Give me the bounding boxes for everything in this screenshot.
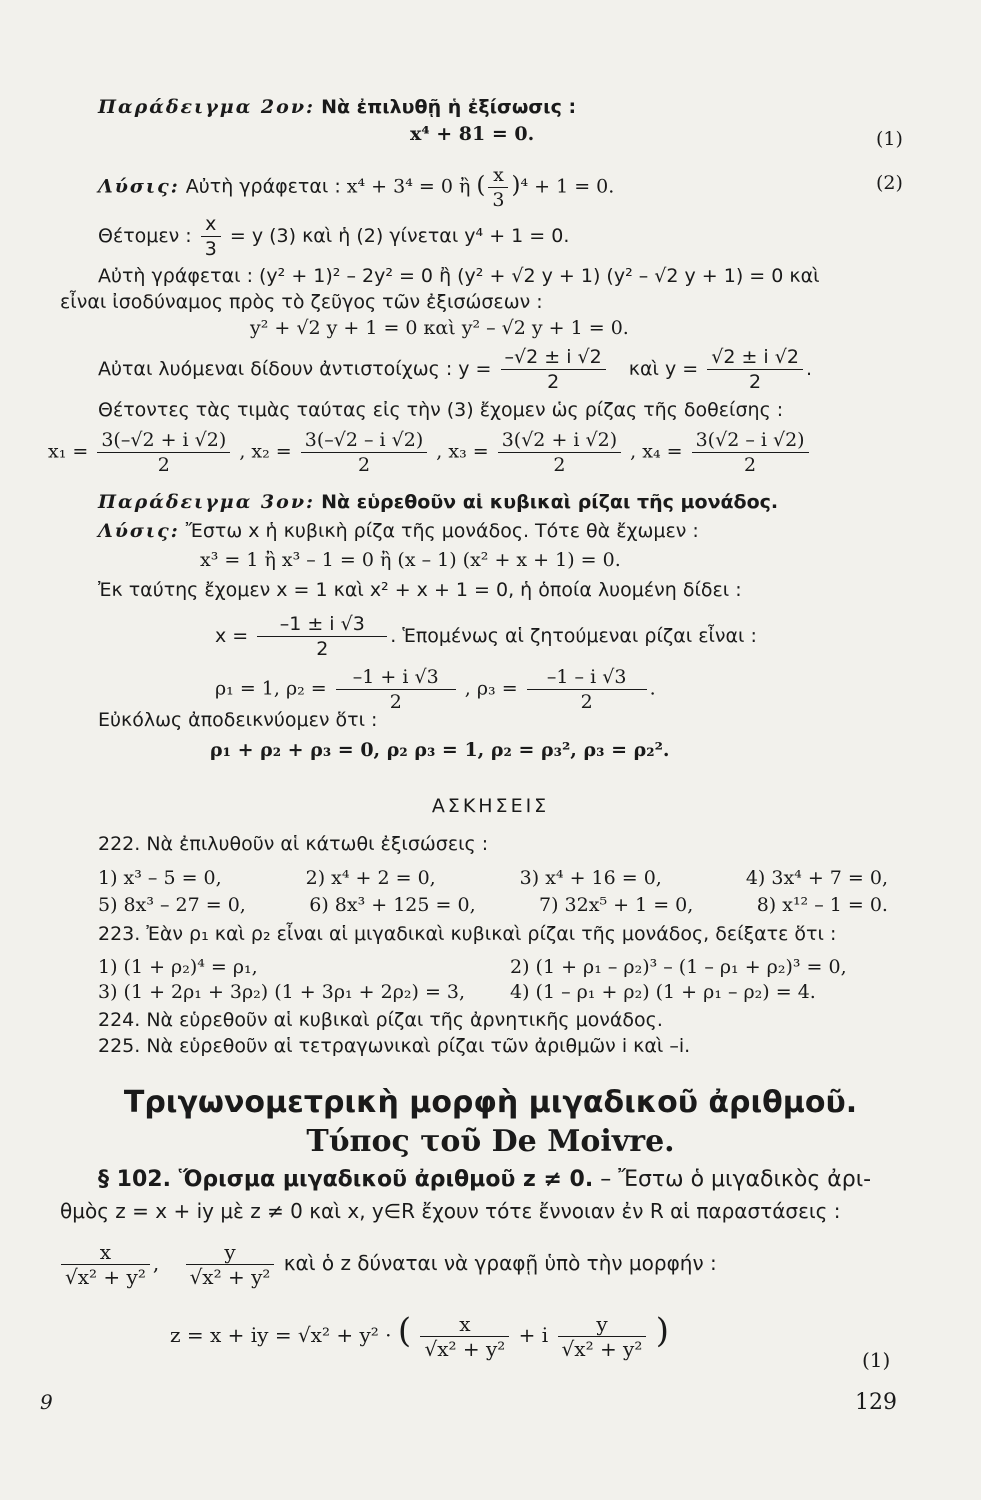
text-line: Ἐκ ταύτης ἔχομεν x = 1 καὶ x² + x + 1 = 0, ἡ ὁποία λυομένη δίδει :: [98, 579, 742, 601]
fraction-denominator: √x² + y²: [561, 1337, 643, 1361]
solution-eq-b: ⁴ + 1 = 0.: [520, 175, 615, 198]
exercise-225: 225. Νὰ εὑρεθοῦν αἱ τετραγωνικαὶ ρίζαι τῶν ἀριθμῶν i καὶ –i.: [98, 1035, 691, 1057]
exercise-item: 4) 3x⁴ + 7 = 0,: [745, 867, 888, 889]
solutions-and: καὶ y =: [628, 358, 699, 380]
page-number: 129: [855, 1390, 897, 1415]
exercise-item: 1) (1 + ρ₂)⁴ = ρ₁,: [98, 956, 258, 978]
fraction-numerator: x: [420, 1312, 509, 1337]
paragraph-text: – Ἔστω ὁ μιγαδικὸς ἀρι-: [593, 1167, 872, 1192]
fraction-denominator: √x² + y²: [424, 1337, 506, 1361]
solutions-text: Αὐται λυόμεναι δίδουν ἀντιστοίχως : y =: [98, 358, 492, 380]
solutions-line: Αὐται λυόμεναι δίδουν ἀντιστοίχως : y = $\frac{-√2 \pm i √2}{2}$ καὶ y = $\frac{√2 \pm i √2}{2}$ .: [98, 346, 812, 393]
fraction-numerator: –1 ± i √3: [257, 612, 387, 637]
example-title: Παράδειγμα 3ον:: [98, 491, 316, 513]
example-task: Νὰ εὑρεθοῦν αἱ κυβικαὶ ρίζαι τῆς μονάδος.: [321, 491, 779, 513]
fraction-denominator: √x² + y²: [189, 1265, 271, 1289]
fraction-numerator: y: [186, 1240, 275, 1265]
fraction-denominator: 2: [547, 371, 560, 393]
fraction-numerator: –√2 ± i √2: [501, 345, 606, 370]
exercise-row: [98, 893, 888, 917]
solution-eq-a: x⁴ + 3⁴ = 0 ἢ: [346, 175, 471, 198]
paragraph-102: [98, 1166, 871, 1194]
fraction-numerator: 3(–√2 + i √2): [97, 428, 230, 453]
root-label: , x₃ =: [436, 440, 489, 463]
equation-number: (2): [876, 172, 903, 194]
exercise-item: 2) (1 + ρ₁ – ρ₂)³ – (1 – ρ₁ + ρ₂)³ = 0,: [510, 956, 847, 978]
root-label: , x₄ =: [630, 440, 683, 463]
fraction-numerator: x: [61, 1240, 150, 1265]
x-solution-line: [215, 612, 757, 661]
fraction-denominator: 2: [553, 454, 566, 476]
text-line: Αὐτὴ γράφεται : (y² + 1)² – 2y² = 0 ἢ (y² + √2 y + 1) (y² – √2 y + 1) = 0 καὶ: [98, 265, 820, 287]
x-label: x =: [215, 625, 249, 647]
fraction-denominator: 3: [204, 238, 217, 260]
text-line: Εὐκόλως ἀποδεικνύομεν ὅτι :: [98, 709, 378, 731]
exercise-row: [98, 866, 888, 890]
exercise-item: 7) 32x⁵ + 1 = 0,: [539, 894, 694, 916]
equation-number: (1): [876, 128, 903, 150]
fraction-numerator: x: [488, 163, 508, 188]
fraction-denominator: 2: [157, 454, 170, 476]
rho-label: , ρ₃ =: [464, 677, 518, 700]
exercise-223: 223. Ἐὰν ρ₁ καὶ ρ₂ εἶναι αἱ μιγαδικαὶ κυβικαὶ ρίζαι τῆς μονάδος, δείξατε ὅτι :: [98, 923, 837, 945]
example-task: Νὰ ἐπιλυθῇ ἡ ἐξίσωσις :: [321, 96, 577, 118]
exercise-222: 222. Νὰ ἐπιλυθοῦν αἱ κάτωθι ἐξισώσεις :: [98, 833, 489, 855]
example-title: Παράδειγμα 2ον:: [98, 96, 316, 118]
fraction-numerator: 3(√2 + i √2): [498, 428, 621, 453]
solution-text: Ἔστω x ἡ κυβικὴ ρίζα τῆς μονάδος. Τότε θὰ ἔχωμεν :: [185, 520, 699, 542]
exercise-item: 2) x⁴ + 2 = 0,: [305, 867, 436, 889]
example-3-heading: [98, 490, 778, 514]
solution-label: Λύσις:: [98, 520, 180, 542]
exercise-224: 224. Νὰ εὑρεθοῦν αἱ κυβικαὶ ρίζαι τῆς ἀρνητικῆς μονάδος.: [98, 1009, 663, 1031]
exercise-item: 6) 8x³ + 125 = 0,: [309, 894, 476, 916]
fraction-denominator: 2: [316, 638, 329, 660]
root-label: , x₂ =: [239, 440, 292, 463]
identities: ρ₁ + ρ₂ + ρ₃ = 0, ρ₂ ρ₃ = 1, ρ₂ = ρ₃², ρ₃ = ρ₂².: [210, 739, 670, 761]
paragraph-heading: § 102. Ὅρισμα μιγαδικοῦ ἀριθμοῦ z ≠ 0.: [98, 1167, 594, 1192]
rho-line: ρ₁ = 1, ρ₂ = $\frac{-1 + i √3}{2}$ , ρ₃ = $\frac{-1 - i √3}{2}$ .: [215, 666, 656, 713]
fraction-denominator: 2: [389, 691, 402, 713]
fraction-numerator: y: [558, 1312, 647, 1337]
exercises-heading: ΑΣΚΗΣΕΙΣ: [431, 795, 550, 817]
fraction-numerator: –1 + i √3: [336, 665, 456, 690]
trig-form-left: z = x + iy = √x² + y² ·: [170, 1323, 392, 1347]
solution-line: [98, 519, 699, 543]
substitution-line: [98, 212, 569, 261]
rho-label: ρ₁ = 1, ρ₂ =: [215, 677, 327, 700]
trig-form: z = x + iy = √x² + y² · ( $\frac{x}{\text{√x² + y²}}$ + i $\frac{y}{\text{√x² + y²}}$ ): [170, 1311, 670, 1361]
solution-text: Αὐτὴ γράφεται :: [185, 175, 341, 198]
root-label: x₁ =: [48, 440, 89, 463]
trig-form-plus: + i: [518, 1323, 549, 1347]
fraction-numerator: 3(–√2 – i √2): [301, 428, 428, 453]
example-2-heading: [98, 95, 576, 119]
equation-pair: y² + √2 y + 1 = 0 καὶ y² – √2 y + 1 = 0.: [250, 317, 629, 339]
fraction-numerator: √2 ± i √2: [707, 345, 803, 370]
exercise-item: 5) 8x³ – 27 = 0,: [98, 894, 246, 916]
section-subtitle: Τύπος τοῦ De Moivre.: [306, 1124, 675, 1159]
exercise-item: 3) x⁴ + 16 = 0,: [519, 867, 662, 889]
equation: x³ = 1 ἢ x³ – 1 = 0 ἢ (x – 1) (x² + x + 1) = 0.: [200, 549, 621, 571]
text-line: θμὸς z = x + iy μὲ z ≠ 0 καὶ x, y∈R ἔχουν τότε ἔννοιαν ἐν R αἱ παραστάσεις :: [60, 1199, 841, 1223]
fraction-numerator: –1 – i √3: [527, 665, 647, 690]
ratios-line: $\frac{x}{\text{√x² + y²}}$ , $\frac{y}{\text{√x² + y²}}$ καὶ ὁ z δύναται νὰ γραφῇ ὑπὸ τὴν μορφήν :: [58, 1240, 717, 1289]
exercise-item: 4) (1 – ρ₁ + ρ₂) (1 + ρ₁ – ρ₂) = 4.: [510, 981, 816, 1003]
fraction-denominator: 2: [357, 454, 371, 476]
text-line: εἶναι ἰσοδύναμος πρὸς τὸ ζεῦγος τῶν ἐξισώσεων :: [60, 291, 543, 313]
text-line: Θέτοντες τὰς τιμὰς ταύτας εἰς τὴν (3) ἔχομεν ὡς ρίζας τῆς δοθείσης :: [98, 399, 784, 421]
fraction-denominator: 2: [749, 371, 762, 393]
fraction-denominator: 2: [744, 454, 757, 476]
section-title: Τριγωνομετρικὴ μορφὴ μιγαδικοῦ ἀριθμοῦ.: [123, 1085, 858, 1120]
fraction-numerator: 3(√2 – i √2): [692, 428, 809, 453]
ratios-text: καὶ ὁ z δύναται νὰ γραφῇ ὑπὸ τὴν μορφήν :: [283, 1251, 717, 1275]
fraction-denominator: 3: [492, 189, 505, 211]
fraction-denominator: √x² + y²: [65, 1265, 146, 1289]
equation-number: (1): [862, 1348, 891, 1372]
exercise-item: 8) x¹² – 1 = 0.: [756, 894, 888, 916]
roots-line: [48, 428, 812, 477]
equation: x⁴ + 81 = 0.: [410, 123, 535, 145]
solution-label: Λύσις:: [98, 175, 180, 198]
signature-mark: 9: [40, 1390, 53, 1414]
fraction-numerator: x: [201, 212, 221, 237]
exercise-item: 3) (1 + 2ρ₁ + 3ρ₂) (1 + 3ρ₁ + 2ρ₂) = 3,: [98, 981, 466, 1003]
fraction-denominator: 2: [580, 691, 593, 713]
exercise-item: 1) x³ – 5 = 0,: [98, 867, 222, 889]
substitution-rest: = y (3) καὶ ἡ (2) γίνεται y⁴ + 1 = 0.: [229, 225, 570, 247]
solution-line: Λύσις: Αὐτὴ γράφεται : x⁴ + 3⁴ = 0 ἢ ( $\frac{x}{3}$ )⁴ + 1 = 0.: [98, 164, 615, 211]
substitution-label: Θέτομεν :: [98, 225, 192, 247]
x-rest: . Ἑπομένως αἱ ζητούμεναι ρίζαι εἶναι :: [390, 625, 757, 647]
